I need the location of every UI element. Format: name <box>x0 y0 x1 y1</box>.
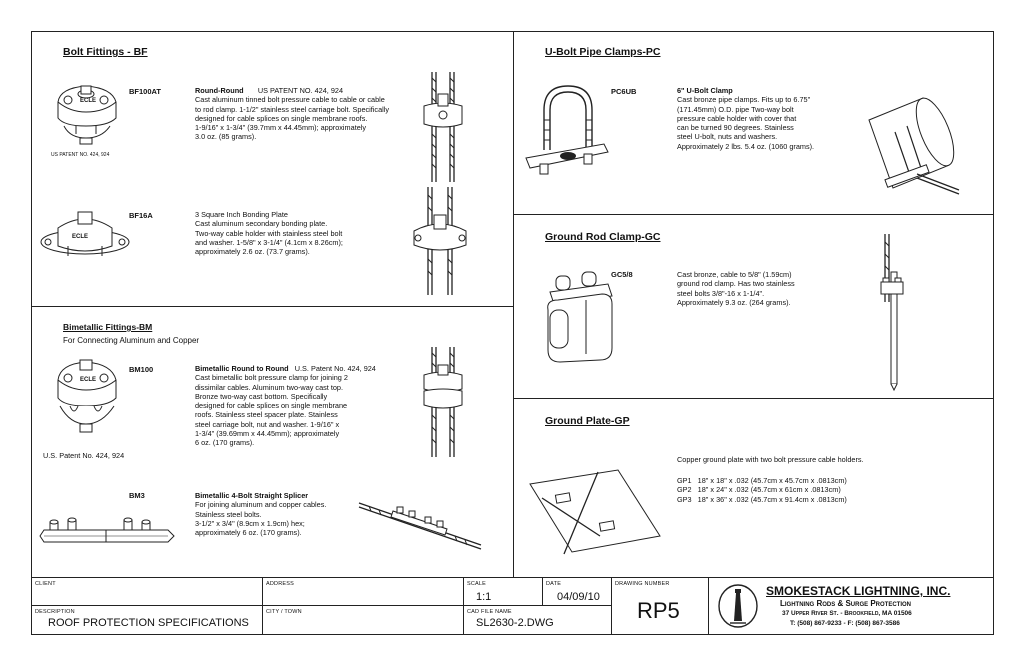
gp-item: GP1 18" x 18" x .032 (45.7cm x 45.7cm x .0813cm) <box>677 476 847 485</box>
gc58-line: Approximately 9.3 oz. (264 grams). <box>677 297 791 307</box>
pc6ub-line: Cast bronze pipe clamps. Fits up to 6.75" <box>677 95 811 105</box>
bf100at-image-patent: US PATENT NO. 424, 924 <box>51 152 110 158</box>
scale-value: 1:1 <box>476 591 492 603</box>
bf16a-line: Cast aluminum secondary bonding plate. <box>195 219 328 229</box>
bf100at-line: Cast aluminum tinned bolt pressure cable to cable or cable <box>195 95 385 105</box>
bf100at-heading: Round-Round <box>195 86 244 95</box>
bm100-line: 6 oz. (170 grams). <box>195 438 255 448</box>
bf100at-cable-drawing <box>418 70 468 185</box>
pc6ub-pipe-drawing <box>855 92 963 204</box>
bm100-line: Bronze two-way cast bottom. Specifically <box>195 391 328 401</box>
bm3-heading: Bimetallic 4-Bolt Straight Splicer <box>195 491 309 500</box>
drawing-number: RP5 <box>637 598 680 623</box>
company-phone: T: (508) 867-9233 - F: (508) 867-3586 <box>790 620 900 627</box>
bf100at-code: BF100AT <box>129 87 161 96</box>
pc6ub-drawing <box>520 80 610 192</box>
bm100-patent: U.S. Patent No. 424, 924 <box>294 364 376 373</box>
bf16a-line: and washer. 1-5/8" x 3-1/4" (4.1cm x 8.26cm); <box>195 237 343 247</box>
bf100at-line: to rod clamp. 1-1/2" stainless steel carriage bolt. Specifically <box>195 104 390 114</box>
bf16a-logo-text: ECLE <box>72 234 89 240</box>
bm100-description <box>195 364 376 448</box>
bm3-code: BM3 <box>129 491 145 500</box>
bm100-code: BM100 <box>129 365 154 374</box>
tb-div-4 <box>611 577 612 635</box>
bm3-cable-drawing <box>355 495 485 555</box>
ground-rod-title: Ground Rod Clamp-GC <box>545 231 661 243</box>
bm3-description <box>195 491 326 537</box>
title-block-mid <box>31 605 611 606</box>
gc58-description <box>677 270 795 307</box>
bm100-line: steel carriage bolt, nut and washer. 1-9/16" x <box>195 419 340 429</box>
city-label: CITY / TOWN <box>266 609 302 615</box>
bf16a-line: 3 Square Inch Bonding Plate <box>195 210 288 219</box>
gp-items <box>677 476 847 504</box>
drawing-number-label: DRAWING NUMBER <box>615 581 670 587</box>
description-label: DESCRIPTION <box>35 609 75 615</box>
bolt-fittings-title: Bolt Fittings - BF <box>63 46 148 58</box>
company-name: SMOKESTACK LIGHTNING, INC. <box>766 584 951 598</box>
bm100-heading: Bimetallic Round to Round <box>195 364 289 373</box>
bm3-line: Stainless steel bolts. <box>195 509 262 519</box>
pc6ub-line: steel U-bolt, nuts and washers. <box>677 132 778 142</box>
gc58-drawing <box>538 270 622 380</box>
gp-drawing <box>528 466 663 556</box>
bm100-drawing <box>50 358 125 444</box>
gp-intro: Copper ground plate with two bolt pressure cable holders. <box>677 455 864 464</box>
bf16a-description <box>195 210 343 256</box>
left-section-divider <box>31 306 513 307</box>
gc58-line: steel bolts 3/8"-16 x 1-1/4". <box>677 288 765 298</box>
bf100at-line: designed for cable splices on single membrane roofs. <box>195 113 368 123</box>
pc6ub-description <box>677 86 814 151</box>
pc6ub-heading: 6" U-Bolt Clamp <box>677 86 733 95</box>
date-value: 04/09/10 <box>557 591 600 603</box>
bf100at-description <box>195 86 389 142</box>
bf16a-line: approximately 2.6 oz. (73.7 grams). <box>195 247 310 257</box>
bf100at-line: 3.0 oz. (85 grams). <box>195 132 257 142</box>
bimetallic-title: Bimetallic Fittings-BM <box>63 322 153 332</box>
pc6ub-code: PC6UB <box>611 87 637 96</box>
bm100-line: roofs. Stainless steel spacer plate. Stainless <box>195 410 338 420</box>
gp-item: GP2 18" x 24" x .032 (45.7cm x 61cm x .0813cm) <box>677 485 841 495</box>
center-divider <box>513 31 514 577</box>
bm3-line: For joining aluminum and copper cables. <box>195 500 327 510</box>
company-tagline: Lightning Rods & Surge Protection <box>780 599 912 608</box>
bm3-drawing <box>38 512 178 554</box>
company-address: 37 Upper River St. - Brookfield, MA 01506 <box>782 610 912 617</box>
pc6ub-line: (171.45mm) O.D. pipe Two-way bolt <box>677 104 794 114</box>
tb-div-2 <box>463 577 464 635</box>
tb-div-5 <box>708 577 709 635</box>
bm100-line: 1-3/4" (39.69mm x 44.45mm); approximately <box>195 429 340 439</box>
tb-div-3 <box>542 577 543 605</box>
bm100-cable-drawing <box>418 345 468 460</box>
gc58-code: GC5/8 <box>611 270 633 279</box>
ubolt-title: U-Bolt Pipe Clamps-PC <box>545 46 661 58</box>
bf16a-code: BF16A <box>129 211 153 220</box>
bf16a-cable-drawing <box>410 185 470 297</box>
tb-div-1 <box>262 577 263 635</box>
title-block-top <box>31 577 994 578</box>
bm100-line: dissimilar cables. Aluminum two-way cast top. <box>195 382 344 392</box>
bm100-image-patent: U.S. Patent No. 424, 924 <box>43 451 125 460</box>
bf100at-patent: US PATENT NO. 424, 924 <box>257 86 344 95</box>
gp-item: GP3 18" x 36" x .032 (45.7cm x 91.4cm x .0813cm) <box>677 494 847 504</box>
cad-file-value: SL2630-2.DWG <box>476 617 554 629</box>
gc58-line: Cast bronze, cable to 5/8" (1.59cm) <box>677 270 792 279</box>
bm3-line: 3-1/2" x 3/4" (8.9cm x 1.9cm) hex; <box>195 518 305 528</box>
pc6ub-line: can be turned 90 degrees. Stainless <box>677 123 794 133</box>
ground-plate-title: Ground Plate-GP <box>545 415 630 427</box>
client-label: CLIENT <box>35 581 56 587</box>
bimetallic-subtitle: For Connecting Aluminum and Copper <box>63 336 200 345</box>
date-label: DATE <box>546 581 562 587</box>
address-label: ADDRESS <box>266 581 294 587</box>
pc6ub-line: pressure cable holder with cover that <box>677 113 797 123</box>
scale-label: SCALE <box>467 581 487 587</box>
gc58-line: ground rod clamp. Has two stainless <box>677 279 795 289</box>
pc6ub-line: Approximately 2 lbs. 5.4 oz. (1060 grams). <box>677 141 815 151</box>
right-section-divider-1 <box>513 214 994 215</box>
right-section-divider-2 <box>513 398 994 399</box>
bm100-line: Cast bimetallic bolt pressure clamp for joining 2 <box>195 373 348 383</box>
cad-label: CAD FILE NAME <box>467 609 512 615</box>
company-logo <box>716 583 760 629</box>
bm100-line: designed for cable splices on single membrane <box>195 401 348 411</box>
bf16a-line: Two-way cable holder with stainless steel bolt <box>195 228 343 238</box>
description-value: ROOF PROTECTION SPECIFICATIONS <box>48 617 249 629</box>
bf100at-line: 1-9/16" x 1-3/4" (39.7mm x 44.45mm); approximately <box>195 123 367 133</box>
gc58-rod-drawing <box>873 232 909 392</box>
bm100-logo-text: ECLE <box>80 377 97 383</box>
bf100at-drawing <box>50 82 125 154</box>
bf100at-logo-text: ECLE <box>80 98 97 104</box>
bm3-line: approximately 6 oz. (170 grams). <box>195 528 302 538</box>
